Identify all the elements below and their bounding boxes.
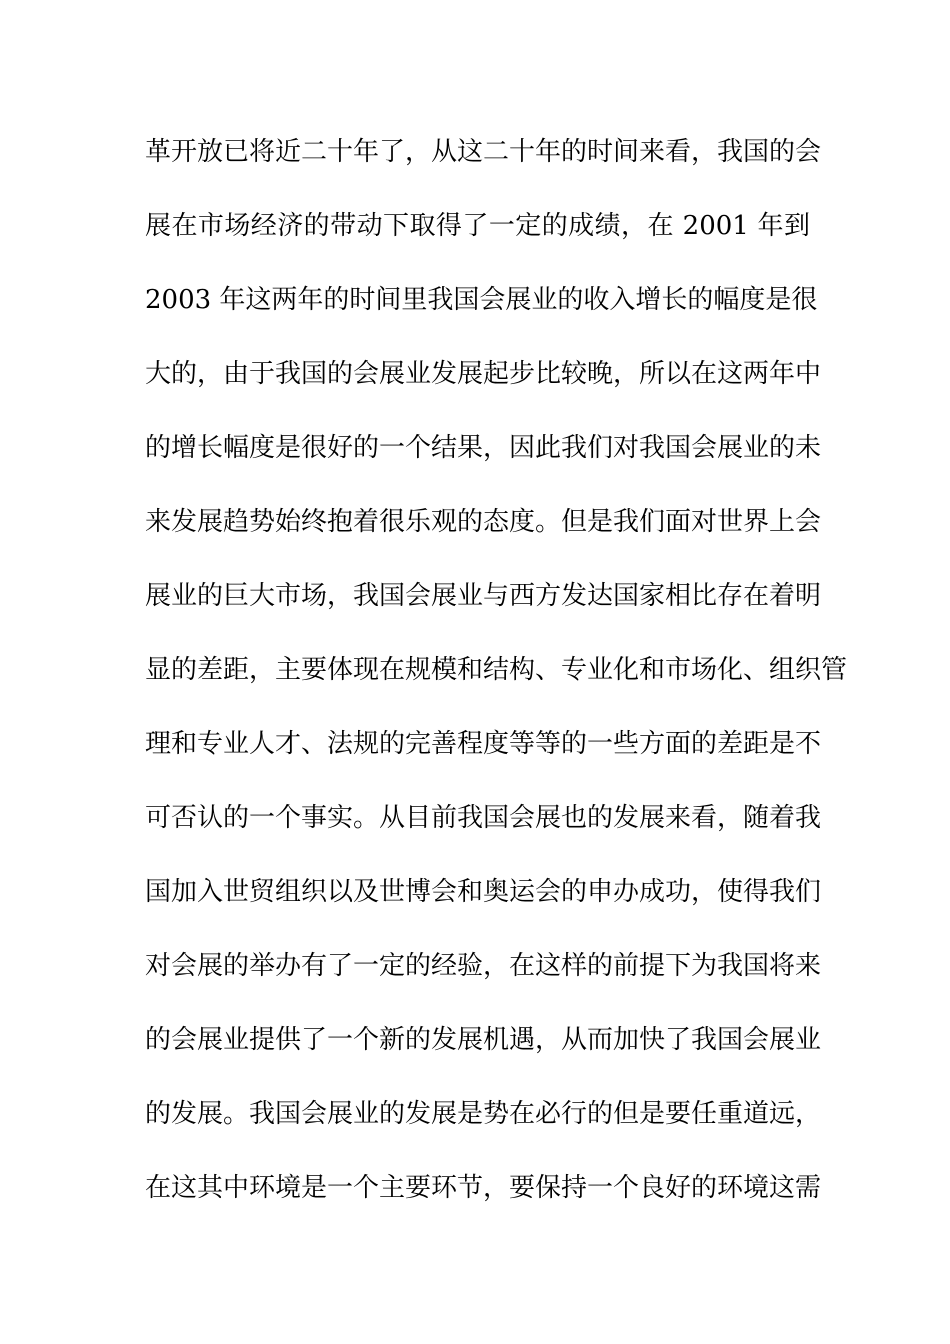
text-line: 的会展业提供了一个新的发展机遇，从而加快了我国会展业 — [145, 1025, 822, 1055]
text-line: 来发展趋势始终抱着很乐观的态度。但是我们面对世界上会 — [145, 507, 822, 537]
text-line: 革开放已将近二十年了，从这二十年的时间来看，我国的会 — [145, 137, 822, 167]
text-line: 在这其中环境是一个主要环节，要保持一个良好的环境这需 — [145, 1173, 822, 1203]
text-line: 可否认的一个事实。从目前我国会展也的发展来看，随着我 — [145, 803, 822, 833]
text-line: 的增长幅度是很好的一个结果，因此我们对我国会展业的未 — [145, 433, 822, 463]
text-line: 大的，由于我国的会展业发展起步比较晚，所以在这两年中 — [145, 359, 822, 389]
body-paragraph — [145, 130, 848, 1240]
text-line: 对会展的举办有了一定的经验，在这样的前提下为我国将来 — [145, 951, 822, 981]
text-line: 展在市场经济的带动下取得了一定的成绩，在 2001 年到 — [145, 211, 810, 241]
text-line: 的发展。我国会展业的发展是势在必行的但是要任重道远， — [145, 1099, 822, 1129]
text-line: 展业的巨大市场，我国会展业与西方发达国家相比存在着明 — [145, 581, 822, 611]
text-line: 国加入世贸组织以及世博会和奥运会的申办成功，使得我们 — [145, 877, 822, 907]
text-line: 2003 年这两年的时间里我国会展业的收入增长的幅度是很 — [145, 285, 818, 315]
text-line: 显的差距，主要体现在规模和结构、专业化和市场化、组织管 — [145, 655, 848, 685]
text-line: 理和专业人才、法规的完善程度等等的一些方面的差距是不 — [145, 729, 822, 759]
